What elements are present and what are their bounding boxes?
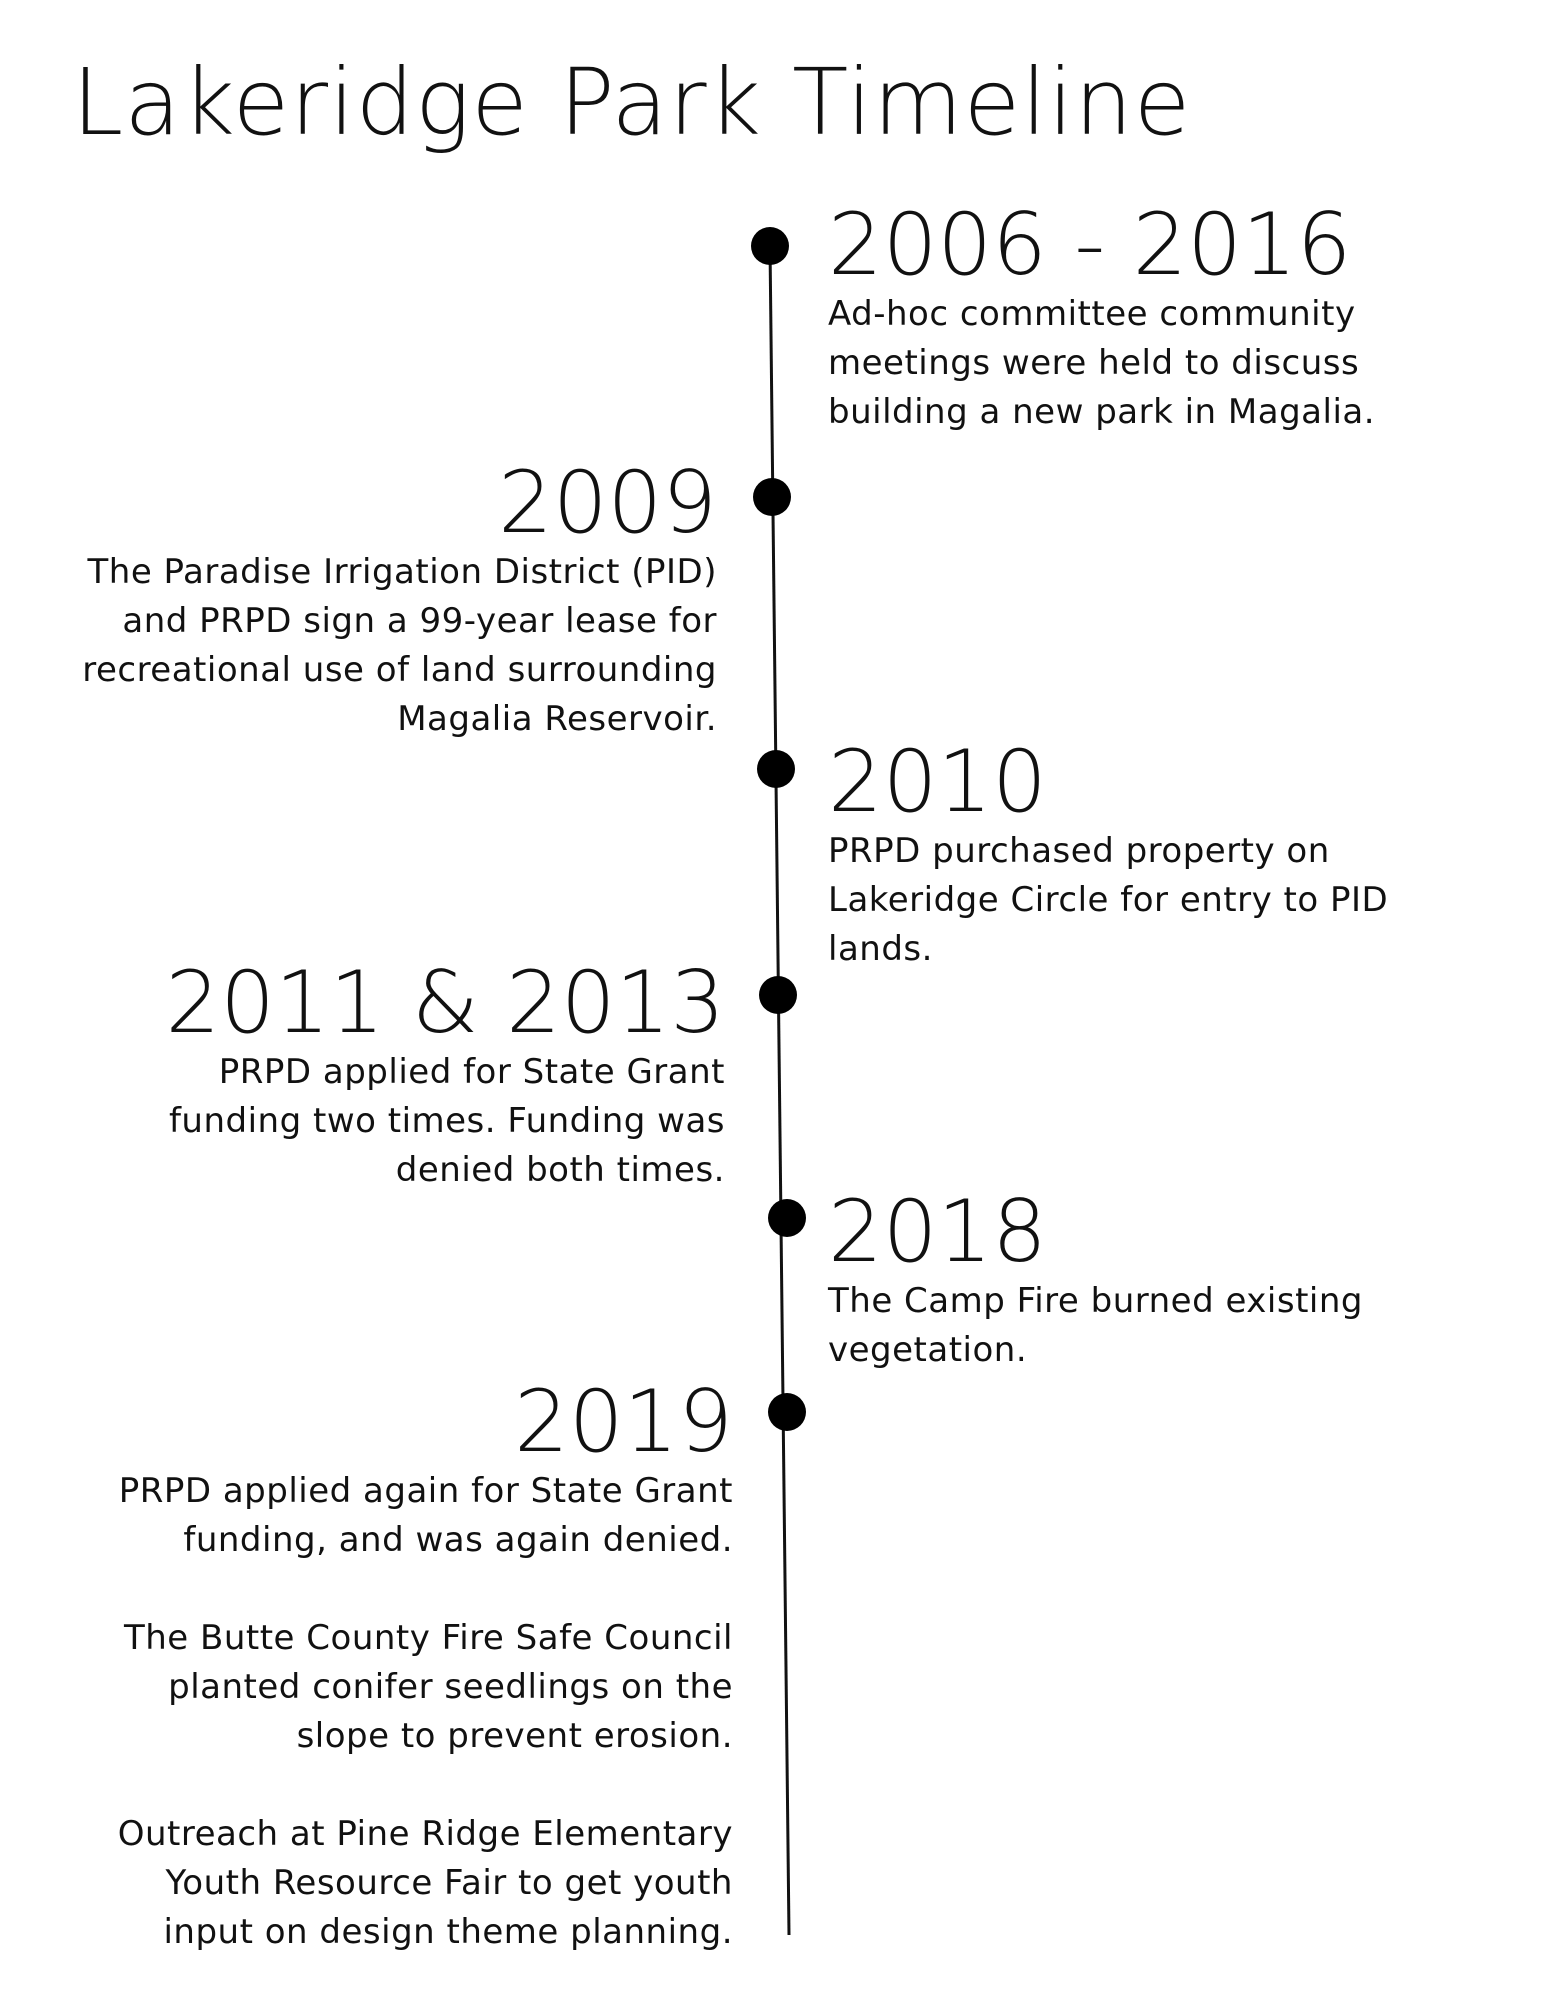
event-year: 2010 xyxy=(828,732,1047,832)
event-description: PRPD applied again for State Grant funding, and was again denied. xyxy=(118,1471,733,1561)
timeline-event xyxy=(828,1182,1468,1375)
event-description: Ad-hoc committee community meetings were held to discuss building a new park in Magalia. xyxy=(828,294,1376,433)
event-description: PRPD purchased property on Lakeridge Circle for entry to PID lands. xyxy=(828,831,1389,970)
timeline-event xyxy=(85,953,725,1195)
event-year: 2018 xyxy=(828,1182,1047,1282)
event-description: PRPD applied for State Grant funding two times. Funding was denied both times. xyxy=(168,1052,725,1191)
timeline-dot xyxy=(757,750,795,788)
event-year: 2006 - 2016 xyxy=(828,195,1352,295)
timeline-event xyxy=(828,195,1468,437)
timeline-dot xyxy=(759,976,797,1014)
timeline-event xyxy=(77,453,717,744)
event-year: 2011 & 2013 xyxy=(165,953,725,1053)
event-year: 2019 xyxy=(514,1372,733,1472)
timeline-dot xyxy=(753,478,791,516)
event-description: The Camp Fire burned existing vegetation. xyxy=(828,1281,1363,1371)
page-title: Lakeridge Park Timeline xyxy=(72,49,1192,156)
timeline-event xyxy=(828,732,1468,974)
event-description: The Paradise Irrigation District (PID) and PRPD sign a 99-year lease for recreational use of land surrounding Magalia Reservoir. xyxy=(82,552,717,740)
timeline-dot xyxy=(751,227,789,265)
event-description: Outreach at Pine Ridge Elementary Youth Resource Fair to get youth input on design theme planning. xyxy=(117,1814,733,1953)
event-year: 2009 xyxy=(498,453,717,553)
timeline-dot xyxy=(768,1199,806,1237)
timeline-event xyxy=(93,1372,733,1957)
timeline-dot xyxy=(768,1393,806,1431)
event-description: The Butte County Fire Safe Council planted conifer seedlings on the slope to prevent erosion. xyxy=(123,1618,733,1757)
timeline-dots xyxy=(751,227,806,1431)
